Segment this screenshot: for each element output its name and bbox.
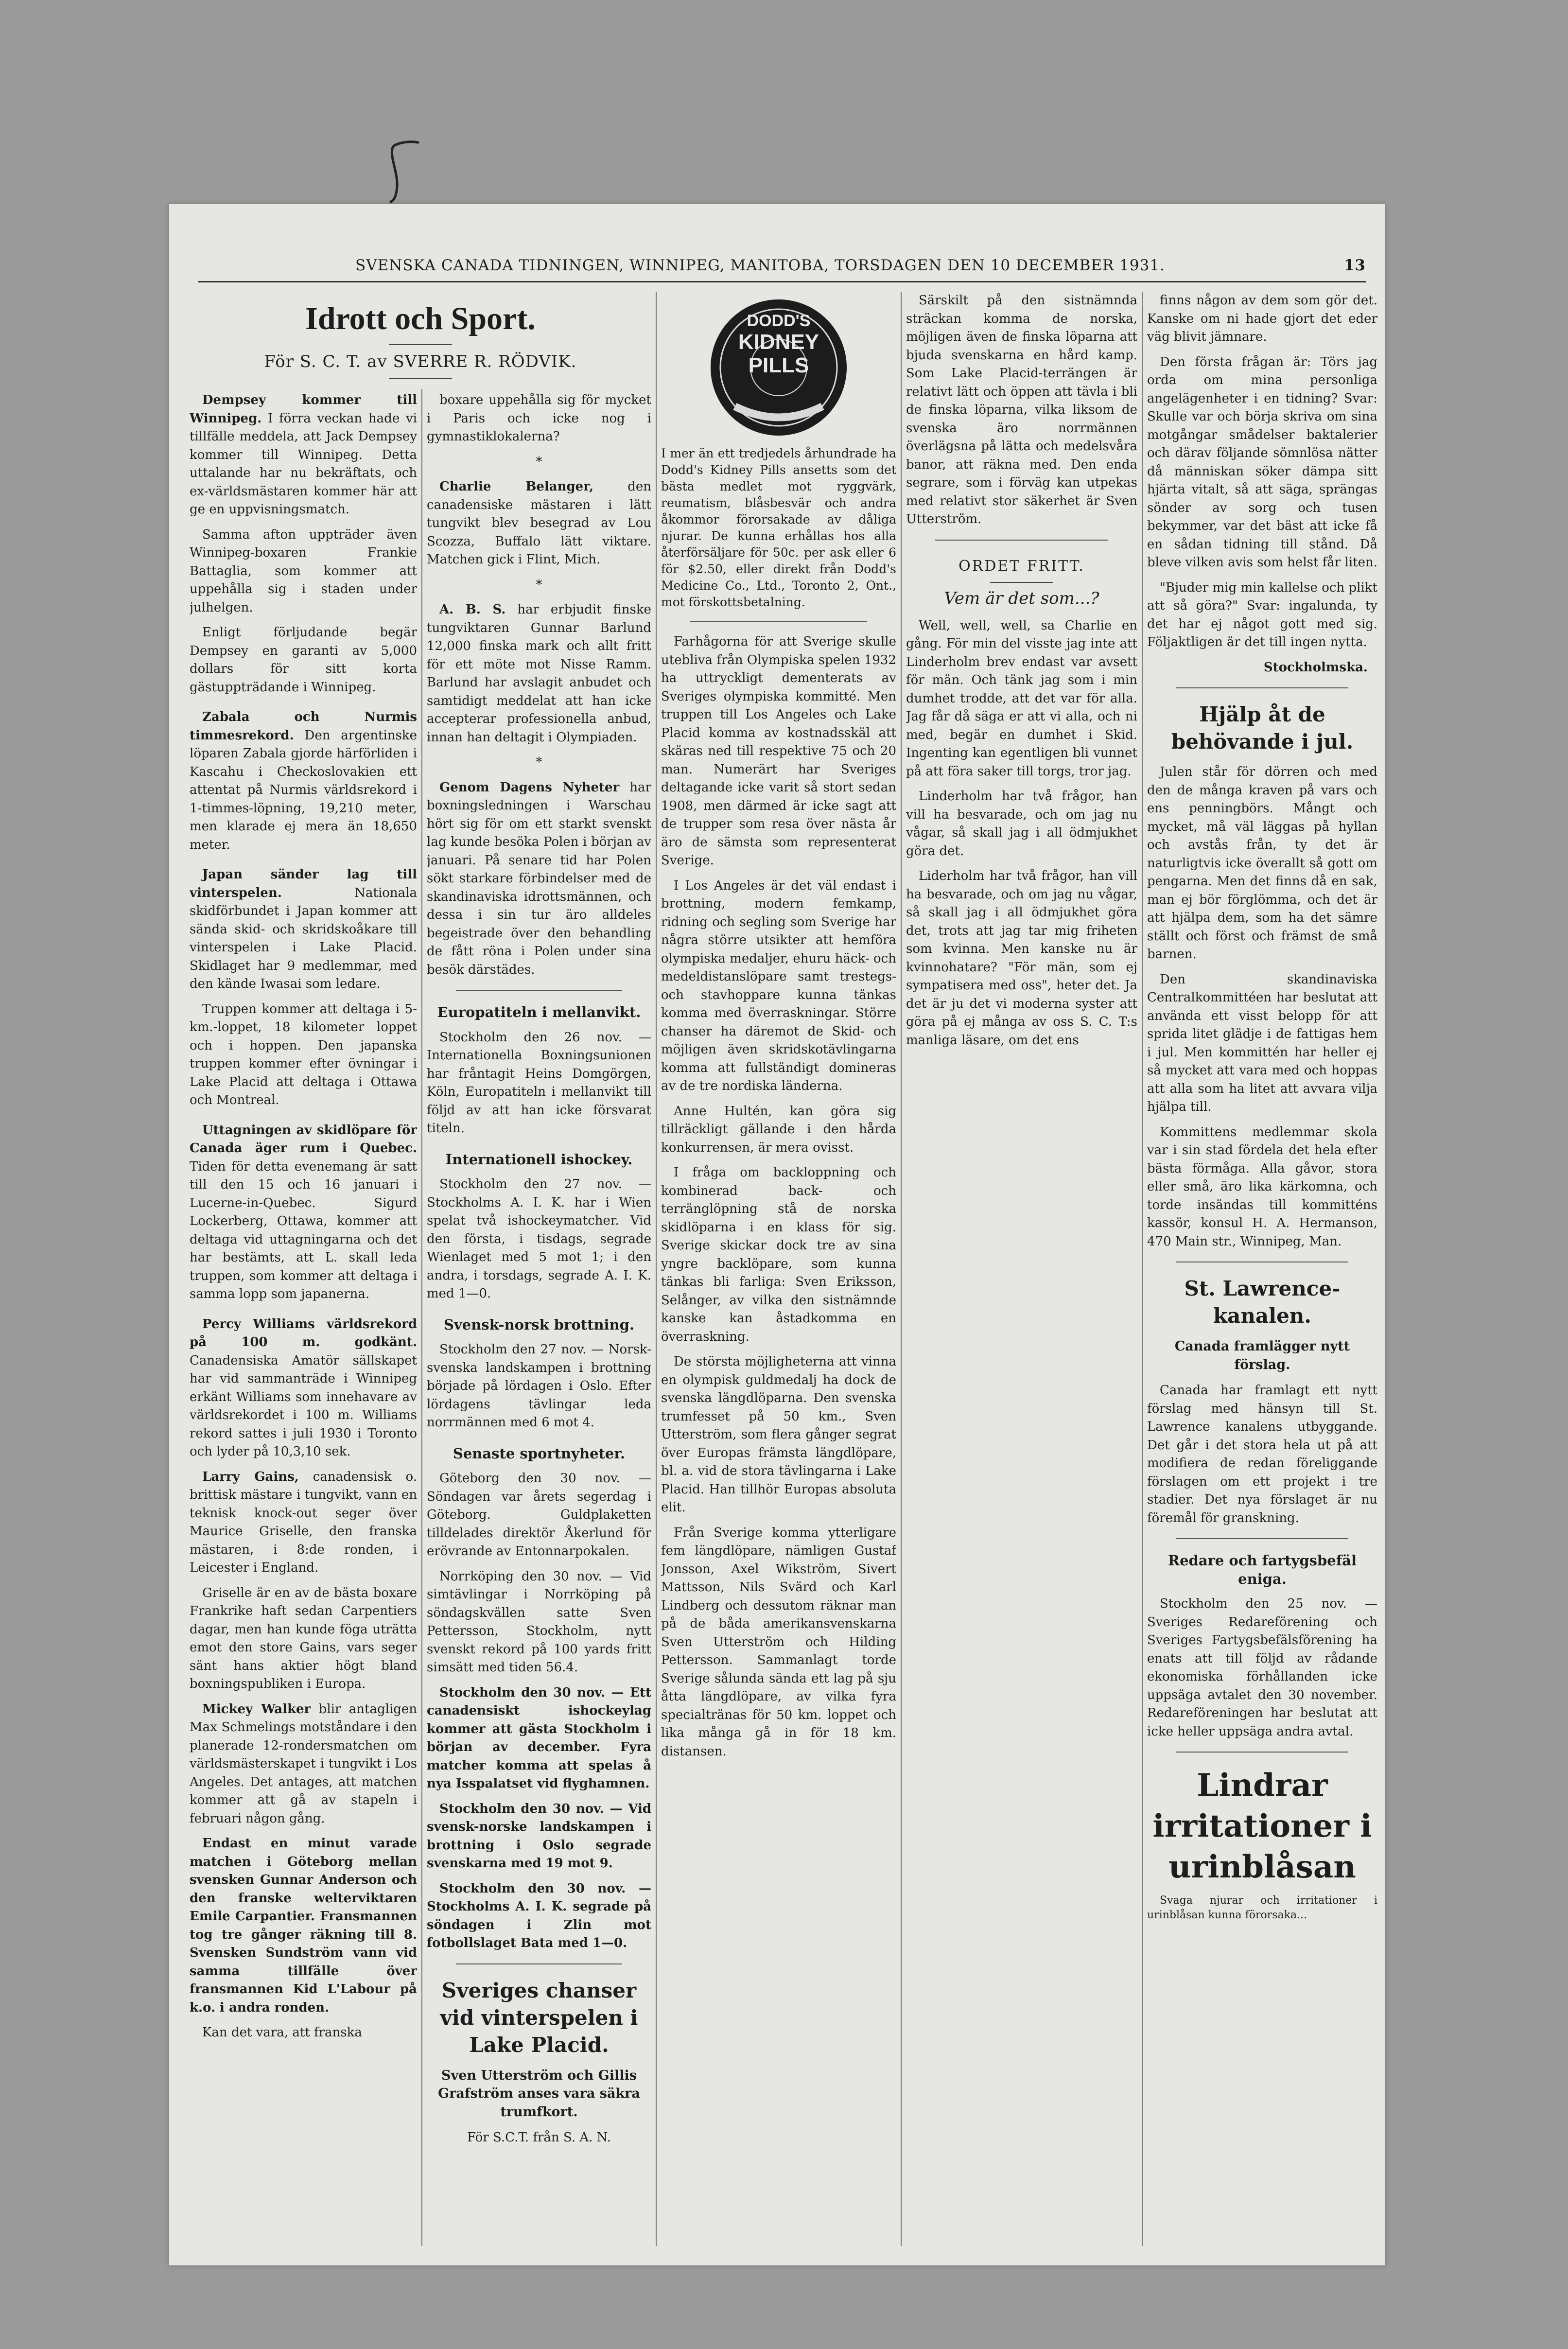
divider [389,378,452,379]
masthead-title: SVENSKA CANADA TIDNINGEN, WINNIPEG, MANITOBA, TORSDAGEN DEN 10 DECEMBER 1931. [355,257,1165,274]
paragraph: Linderholm har två frågor, han vill ha besvarade, och om jag nu vågar, så skall jag i all ödmjukhet göra det. [906,789,1137,859]
headline-hjalp: Hjälp åt de behövande i jul. [1171,702,1354,754]
paragraph: boxare uppehålla sig för mycket i Paris och icke nog i gymnastiklokalerna? [427,393,651,444]
headline-chanser: Sveriges chanser vid vinterspelen i Lake Placid. [440,1978,638,2057]
divider [456,1963,622,1964]
paragraph: Den skandinaviska Centralkommittéen har beslutat att använda ett visst belopp för att sprida litet glädje i de fattigas hem i jul. Men kommittén har heller ej så mycket att vara med och hoppas att alla som ha litet att avvara vilja hjälpa till. [1147,972,1377,1114]
headline-vem: Vem är det som...? [944,589,1099,608]
ad-brand-top: DODD'S [747,312,811,330]
paragraph: Svaga njurar och irritationer i urinblåsan kunna förorsaka... [1147,1894,1377,1921]
newspaper-page [169,204,1385,2265]
paragraph: Från Sverige komma ytterligare fem längdlöpare, nämligen Gustaf Jonsson, Axel Wikström, Sivert Mattsson, Nils Svärd och Karl Lindberg och dessutom räknar man på de båda amerikansvenskarna Sven Utterström och Hilding Pettersson. Sammanlagt torde Sverige sålunda sända ett lag på sju åtta längdlöpare, av vilka fyra specialtränas för 50 km. loppet och lika många gå in för 18 km. distansen. [661,1525,896,1759]
paragraph: Stockholm den 30 nov. — Stockholms A. I. K. segrade på söndagen i Zlin mot fotbollslaget Bata med 1—0. [427,1881,651,1950]
paragraph: I fråga om backloppning och kombinerad back- och terränglöpning stå de norska skidlöparna i en klass för sig. Sverige skickar dock tre av sina yngre backlöpare, som kunna tänkas bli farliga: Sven Eriksson, Selånger, av vilka den sistnämnde kanske kan åstadkomma en överraskning. [661,1165,896,1344]
column-1 [190,391,417,2251]
sport-byline: För S. C. T. av SVERRE R. RÖDVIK. [264,352,577,371]
headline-senaste: Senaste sportnyheter. [453,1445,626,1462]
headline-ishockey: Internationell ishockey. [445,1151,633,1168]
headline-brottning: Svensk-norsk brottning. [443,1316,635,1333]
separator-star: * [536,577,542,592]
paragraph: Norrköping den 30 nov. — Vid simtävlingar i Norrköping på söndagskvällen satte Sven Pettersson, Stockholm, nytt svenskt rekord på 100 yards fritt simsätt med tiden 56.4. [427,1569,651,1675]
paragraph: Enligt förljudande begär Dempsey en garanti av 5,000 dollars för sitt korta gästuppträdande i Winnipeg. [190,625,417,695]
paragraph: Julen står för dörren och med den de många kraven på vars och ens penningbörs. Mångt och mycket, må väl läggas på hyllan och avstås från, ty det är naturligtvis icke överallt så gott om pengarna. Men det finns då en sak, man ej bör förglömma, och det är att hjälpa dem, som ha det sämre ställt och först och främst de små barnen. [1147,765,1377,962]
headline-lindrar: Lindrar irritationer i urinblåsan [1152,1767,1372,1885]
article-walker: Mickey Walker blir antagligen Max Schmelings motståndare i den planerade 12-rondersmatchen om världsmästerskapet i tungvikt i Los Angeles. Det antages, att matchen kommer att gå av stapeln i februari någon gång. [190,1701,417,1826]
article-abs: A. B. S. har erbjudit finske tungviktaren Gunnar Barlund 12,000 finska mark och allt fritt för ett möte mot Nisse Ramm. Barlund har avslagit anbudet och samtidigt meddelat att han icke accepterar professionella anbud, innan han deltagit i Olympiaden. [427,602,651,745]
divider [690,621,867,622]
divider [990,582,1053,583]
headline-lawrence: St. Lawrence-kanalen. [1184,1277,1341,1328]
paragraph: I Los Angeles är det väl endast i brottning, modern femkamp, ridning och segling som Sverige har några större utsikter att hemföra olympiska medaljer, ehuru häck- och medeldistanslöpare samt trestegs- och stavhoppare kunna tänkas komma med överraskningar. Större chanser ha däremot de Skid- och möjligen även skridskotävlingarna komma att fullständigt domineras av de tre nordiska länderna. [661,878,896,1093]
signature: Stockholmska. [1263,660,1368,675]
masthead [198,257,1366,282]
paragraph: Canada har framlagt ett nytt förslag med hänsyn till St. Lawrence kanalens utbyggande. Det går i det stora hela ut på att modifiera de redan föreliggande förslagen om ett projekt i tre stadier. Det nya förslaget är nu föremål för granskning. [1147,1383,1377,1525]
dodds-kidney-pills-ad [661,295,896,611]
column-2 [427,391,651,2251]
paragraph: Särskilt på den sistnämnda sträckan komma de norska, möjligen även de finska löparna att bjuda svenskarna en hård kamp. Som Lake Placid-terrängen är relativt lätt och öppen att tävla i bli de finska löparna, vilka liksom de svenska äro norrmännen överlägsna på lätta och medelsvåra banor, att räkna med. Den enda segrare, som i förväg kan utpekas med relativt stor säkerhet är Sven Utterström. [906,293,1137,526]
article-dempsey: Dempsey kommer till Winnipeg. I förra veckan hade vi tillfälle meddela, att Jack Dempsey kommer till Winnipeg. Detta uttalande har nu bekräftats, och ex-världsmästaren kommer här att ge en uppvisningsmatch. [190,393,417,517]
headline-ordet-fritt: ORDET FRITT. [958,557,1085,575]
column-rule [421,389,422,2246]
separator-star: * [536,755,542,770]
article-japan: Japan sänder lag till vinterspelen. Nationala skidförbundet i Japan kommer att sända skid- och skridskoåkare till vinterspelen i Lake Placid. Skidlaget har 9 medlemmar, med den kände Iwasai som ledare. [190,867,417,991]
paragraph: Truppen kommer att deltaga i 5-km.-loppet, 18 kilometer loppet och i hoppen. Den japanska truppen kommer efter övningar i Lake Placid att deltaga i Ottawa och Montreal. [190,1001,417,1107]
article-dagens-nyheter: Genom Dagens Nyheter har boxningsledningen i Warschau hört sig för om ett starkt svenskt lag kunde besöka Polen i början av januari. På senare tid har Polen sökt starkare förbindelser med de skandinaviska idrottsmännen, och dessa i sin tur äro alldeles begeistrade över den behandling de fått röna i Polen under sina besök därstädes. [427,780,651,977]
headline-europatiteln: Europatiteln i mellanvikt. [437,1004,641,1020]
paragraph: Stockholm den 26 nov. — Internationella Boxningsunionen har fråntagit Heins Domgörgen, Köln, Europatiteln i mellanvikt till följd av att han icke försvarat titeln. [427,1030,651,1136]
separator-star: * [536,454,542,469]
article-zabala: Zabala och Nurmis timmesrekord. Den argentinske löparen Zabala gjorde härförliden i Kascahu i Checkoslovakien ett attentat på Nurmis världsrekord i 1-timmes-löpning, 19,210 meter, men klarade ej mera än 18,650 meter. [190,710,417,852]
paragraph: Samma afton uppträder även Winnipeg-boxaren Frankie Battaglia, som kommer att uppehålla sig i staden under julhelgen. [190,527,417,615]
article-williams: Percy Williams världsrekord på 100 m. godkänt. Canadensiska Amatör sällskapet har vid sammanträde i Winnipeg erkänt Williams som innehavare av världsrekordet i 100 m. Williams rekord sattes i juli 1930 i Toronto och lyder på 10,3,10 sek. [190,1316,417,1459]
ad-brand-mid: KIDNEY [738,330,819,354]
divider [1176,1752,1348,1753]
column-5 [1147,292,1377,2251]
sport-section-header [190,292,651,386]
divider [456,990,622,991]
divider [1176,687,1348,688]
divider [1176,1538,1348,1539]
paragraph: Stockholm den 30 nov. — Ett canadensiskt ishockeylag kommer att gästa Stockholm i början av december. Fyra matcher komma att spelas å nya Isspalatset vid flyghamnen. [427,1685,651,1791]
paragraph: Well, well, well, sa Charlie en gång. För min del visste jag inte att Linderholm brev endast var avsett för män. Och tänk jag som i min dumhet trodde, att det var för alla. Jag får då säga er att vi alla, och ni med, begär en dumhet i Skid. Ingenting kan egentligen bli vunnet på att föra saker till torgs, tror jag. [906,618,1137,779]
article-belanger: Charlie Belanger, den canadensiske mästaren i lätt tungvikt blev besegrad av Lou Scozza, Buffalo lätt viktare. Matchen gick i Flint, Mich. [427,479,651,567]
paragraph: Anne Hultén, kan göra sig tillräckligt gällande i den hårda konkurrensen, är mera ovisst. [661,1104,896,1155]
page-number: 13 [1343,257,1366,274]
paragraph: Farhågorna för att Sverige skulle utebliva från Olympiska spelen 1932 ha uttryckligt dementerats av Sveriges olympiska kommitté. Men truppen till Los Angeles och Lake Placid komma av kostnadsskäl att skäras ned till respektive 75 och 20 man. Numerärt har Sveriges deltagande icke varit så stort sedan 1908, men därmed är icke sagt att de trupper som resa över nästa år äro de sämsta som representerat Sverige. [661,634,896,868]
paragraph: Stockholm den 27 nov. — Stockholms A. I. K. har i Wien spelat två ishockeymatcher. Vid den första, i tisdags, segrade Wienlaget med 5 mot 1; i den andra, i torsdags, segrade A. I. K. med 1—0. [427,1177,651,1301]
headline-redare: Redare och fartygsbefäl eniga. [1167,1552,1357,1587]
article-uttagningen: Uttagningen av skidlöpare för Canada äger rum i Quebec. Tiden för detta evenemang är satt till den 15 och 16 januari i Lucerne-in-Quebec. Sigurd Lockerberg, Ottawa, kommer att deltaga vid uttagningarna och det har bestämts, att L. skall leda truppen, som kommer att deltaga i samma lopp som japanerna. [190,1122,417,1301]
paragraph: Griselle är en av de bästa boxare Frankrike haft sedan Carpentiers dagar, men han kunde föga uträtta emot den store Gains, vars seger sänt hans aktier högt bland boxningspubliken i Europa. [190,1585,417,1691]
paragraph: Stockholm den 25 nov. — Sveriges Redareförening och Sveriges Fartygsbefälsförening ha enats att till följd av rådande ekonomiska förhållanden icke uppsäga avtalet den 30 november. Redareföreningen har beslutat att icke heller uppsäga andra avtal. [1147,1596,1377,1739]
article-gains: Larry Gains, canadensisk o. brittisk mästare i tungvikt, vann en teknisk knock-out seger över Maurice Griselle, den franska mästaren, i 8:de ronden, i Leicester i England. [190,1469,417,1575]
pill-box-icon [706,295,852,440]
paragraph: Den första frågan är: Törs jag orda om mina personliga angelägenheter i en tidning? Svar: Skulle var och börja skriva om sina motgångar smådelser baktalerier och därav följande sömnlösa nätter då människan söker dämpa sitt hjärta vitalt, så att säga, sprängas sönder av sorg och tusen bekymmer, var det bäst att icke få en sådan tidning till stånd. Då bleve vilken avis som helst får liten. [1147,354,1377,570]
subheadline-chanser: Sven Utterström och Gillis Grafström anses vara säkra trumfkort. [438,2068,640,2120]
paragraph: "Bjuder mig min kallelse och plikt att så göra?" Svar: ingalunda, ty det har ej något gott med sig. Följaktligen är det till ingen nytta. [1147,580,1377,649]
subheadline-lawrence: Canada framlägger nytt förslag. [1174,1339,1350,1372]
paragraph: Kommittens medlemmar skola var i sin stad fördela det hela efter bästa förmåga. Alla gåvor, stora eller små, äro lika kärkomna, och torde insändas till kommitténs kassör, konsul H. A. Hermanson, 470 Main str., Winnipeg, Man. [1147,1124,1377,1249]
paragraph: Endast en minut varade matchen i Göteborg mellan svensken Gunnar Anderson och den franske welterviktaren Emile Carpantier. Fransmannen tog tre gånger räkning till 8. Svensken Sundström vann vid samma tillfälle över fransmannen Kid L'Labour på k.o. i andra ronden. [190,1836,417,2015]
paragraph: Stockholm den 27 nov. — Norsk-svenska landskampen i brottning började på lördagen i Oslo. Efter lördagens tävlingar leda norrmännen med 6 mot 4. [427,1342,651,1430]
paragraph: finns någon av dem som gör det. Kanske om ni hade gjort det eder väg blivit jämnare. [1147,293,1377,344]
paragraph: Stockholm den 30 nov. — Vid svensk-norske landskampen i brottning i Oslo segrade svenskarna med 19 mot 9. [427,1801,651,1871]
divider [935,540,1108,541]
ad-text: I mer än ett tredjedels århundrade ha Dodd's Kidney Pills ansetts som det bästa medlet mot ryggvärk, reumatism, blåsbesvär och andra åkommor förorsakade av dåliga njurar. De kunna erhållas hos alla återförsäljare för 50c. per ask eller 6 för $2.50, eller direkt från Dodd's Medicine Co., Ltd., Toronto 2, Ont., mot förskottsbetalning. [661,446,896,609]
column-rule [656,292,657,2246]
column-rule [1142,292,1143,2246]
paragraph: Liderholm har två frågor, han vill ha besvarade, och om jag nu vågar, så skall jag i all ödmjukhet göra det, trots att jag tar mig friheten som kvinna. Men kanske nu är kvinnohatare? "För män, som ej sympatisera med oss", heter det. Ja det är ju det vi moderna syster att göra på ej många av oss S. C. T:s manliga läsare, om det ens [906,869,1137,1048]
column-3 [661,292,896,2251]
ad-brand-bot: PILLS [748,353,809,377]
byline-san: För S.C.T. från S. A. N. [467,2130,611,2145]
paragraph: De största möjligheterna att vinna en olympisk guldmedalj ha dock de svenska längdlöparna. Den svenska trumfesset på 50 km., Sven Utterström, som flera gånger segrat över Europas främsta längdlöpare, bl. a. vid de stora tävlingarna i Lake Placid. Han tillhör Europas absoluta elit. [661,1354,896,1515]
divider [389,344,452,345]
paragraph: Kan det vara, att franska [202,2025,362,2040]
handwritten-mark [384,139,428,207]
sport-headline: Idrott och Sport. [305,301,536,336]
paragraph: Göteborg den 30 nov. — Söndagen var årets segerdag i Göteborg. Guldplaketten tilldelades direktör Åkerlund för erövrande av Entonnarpokalen. [427,1471,651,1559]
column-4 [906,292,1137,2251]
column-rule [901,292,902,2246]
